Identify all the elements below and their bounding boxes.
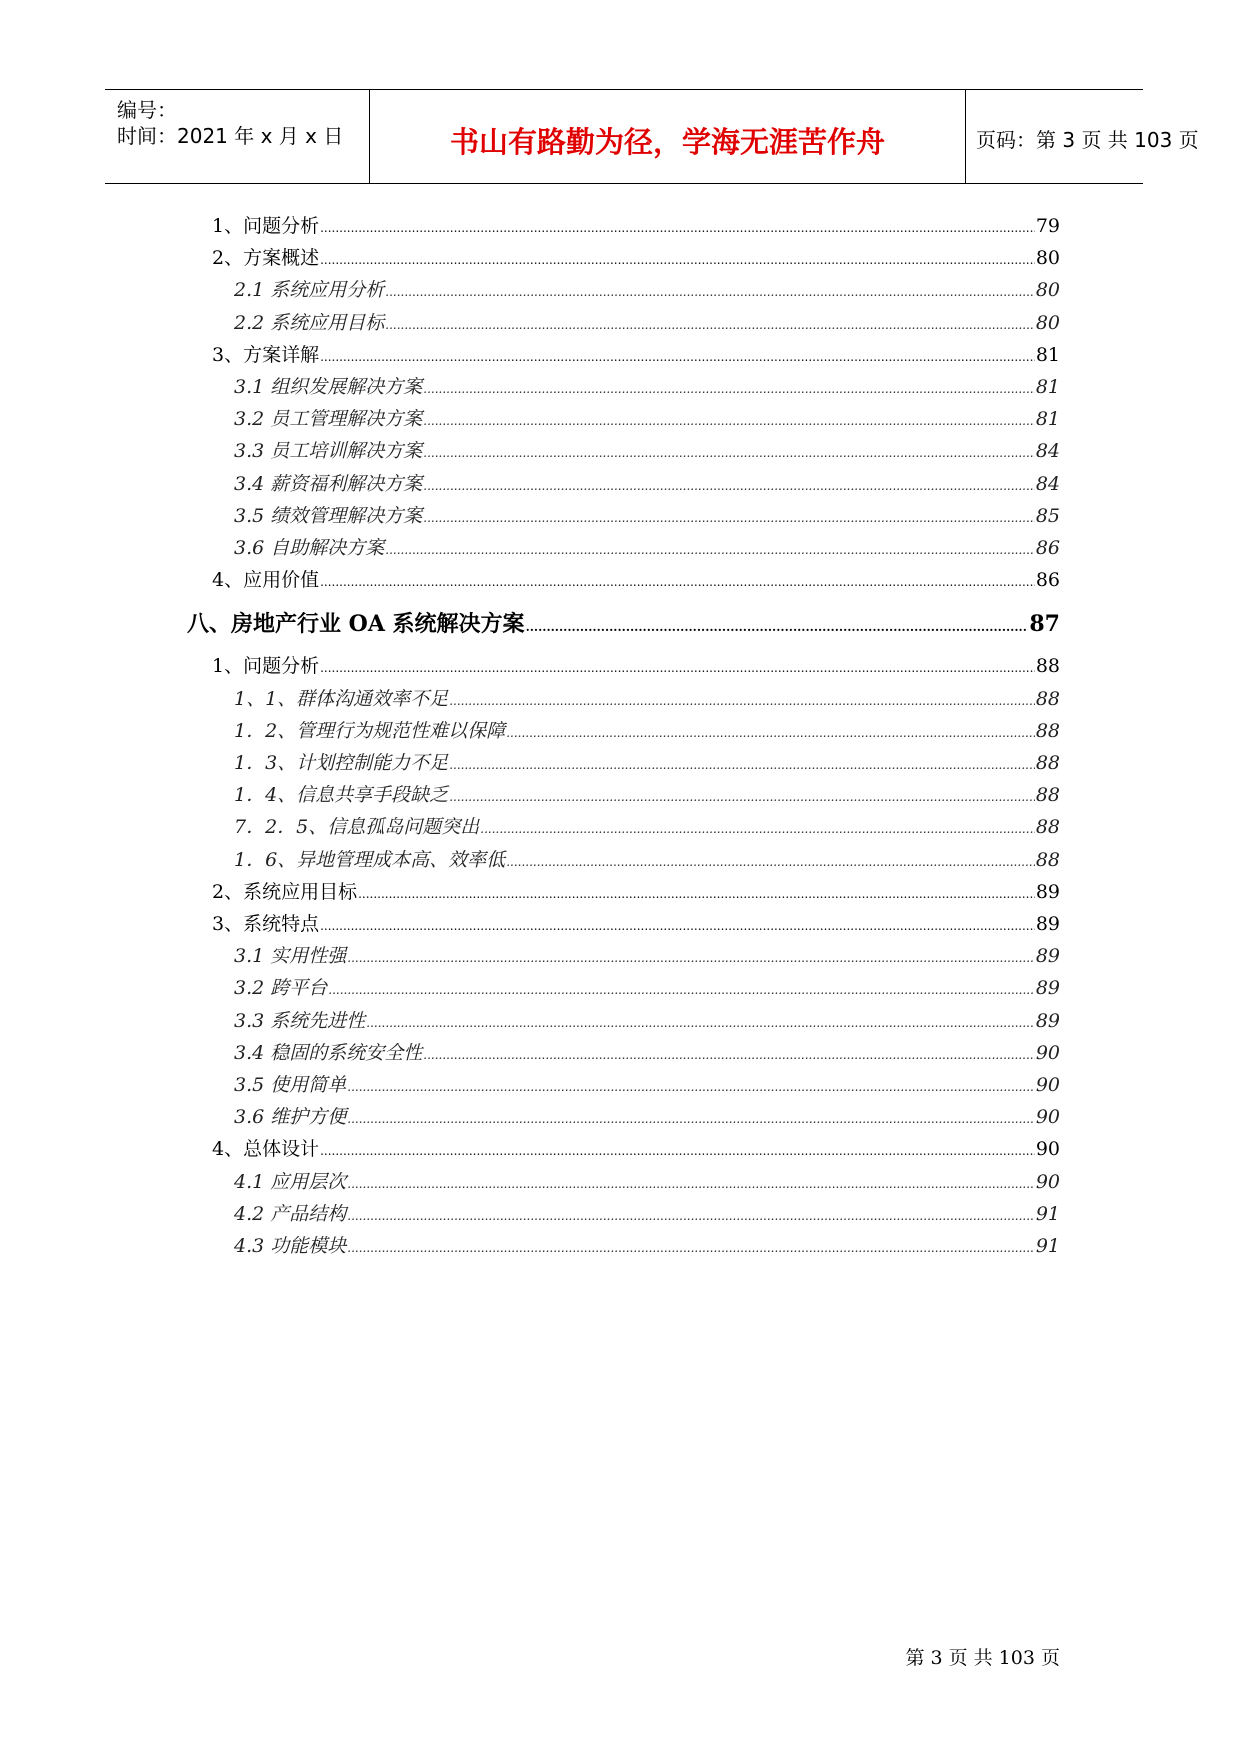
toc-leader-dots — [347, 1107, 1035, 1131]
toc-entry[interactable] — [234, 1105, 1060, 1131]
toc-entry-title: 3.4 稳固的系统安全性 — [234, 1041, 423, 1064]
toc-entry-title: 八、房地产行业 OA 系统解决方案 — [187, 611, 525, 638]
toc-entry-page: 90 — [1035, 1170, 1060, 1193]
toc-entry-title: 1．6、异地管理成本高、效率低 — [234, 848, 506, 871]
toc-entry[interactable] — [212, 654, 1060, 680]
toc-leader-dots — [385, 313, 1035, 337]
toc-entry-title: 3.6 自助解决方案 — [234, 537, 385, 559]
toc-entry[interactable] — [234, 472, 1060, 498]
toc-entry[interactable] — [212, 568, 1060, 594]
toc-leader-dots — [423, 474, 1035, 498]
toc-entry[interactable] — [212, 343, 1060, 369]
toc-entry-page: 80 — [1035, 311, 1060, 334]
toc-entry-title: 2.1 系统应用分析 — [234, 279, 385, 302]
toc-entry[interactable] — [212, 912, 1060, 938]
header-left-cell — [105, 90, 370, 183]
toc-entry[interactable] — [234, 1073, 1060, 1099]
toc-leader-dots — [506, 850, 1035, 874]
toc-entry-title: 1、问题分析 — [212, 215, 320, 237]
page-footer: 第 3 页 共 103 页 — [905, 1647, 1060, 1669]
toc-entry-title: 3.5 绩效管理解决方案 — [234, 504, 423, 527]
toc-entry-page: 88 — [1035, 752, 1060, 774]
toc-entry[interactable] — [234, 311, 1060, 337]
toc-leader-dots — [506, 721, 1035, 745]
toc-entry-page: 88 — [1035, 848, 1060, 871]
toc-entry-title: 3、方案详解 — [212, 343, 320, 366]
toc-entry-page: 88 — [1035, 784, 1060, 807]
toc-entry-page: 90 — [1035, 1074, 1060, 1096]
toc-entry[interactable] — [234, 1041, 1060, 1067]
toc-entry-title: 3.1 组织发展解决方案 — [234, 376, 423, 398]
toc-leader-dots — [347, 946, 1035, 970]
toc-entry-page: 89 — [1035, 945, 1060, 968]
toc-leader-dots — [320, 1139, 1035, 1163]
toc-entry[interactable] — [234, 815, 1060, 841]
toc-entry-page: 88 — [1035, 655, 1060, 678]
toc-entry[interactable] — [212, 246, 1060, 272]
toc-entry-page: 80 — [1035, 279, 1060, 302]
toc-entry-title: 3.3 员工培训解决方案 — [234, 440, 423, 463]
toc-entry[interactable] — [234, 439, 1060, 465]
toc-entry-title: 3.6 维护方便 — [234, 1106, 347, 1129]
toc-entry-title: 1、1、群体沟通效率不足 — [234, 687, 449, 710]
toc-leader-dots — [320, 345, 1035, 369]
toc-entry-page: 84 — [1035, 472, 1060, 495]
toc-entry[interactable] — [234, 1202, 1060, 1228]
toc-entry[interactable] — [234, 719, 1060, 745]
toc-leader-dots — [320, 656, 1035, 680]
toc-entry-title: 3.5 使用简单 — [234, 1074, 347, 1096]
toc-entry-page: 86 — [1035, 537, 1060, 559]
toc-entry[interactable] — [234, 976, 1060, 1002]
toc-entry-page: 81 — [1035, 376, 1060, 398]
header-page-info: 页码：第 3 页 共 103 页 — [976, 128, 1199, 152]
toc-entry[interactable] — [234, 536, 1060, 562]
toc-entry-page: 80 — [1035, 247, 1060, 270]
page-header — [105, 89, 1199, 184]
toc-entry-page: 81 — [1035, 343, 1060, 366]
header-motto-cell — [370, 90, 966, 183]
toc-leader-dots — [347, 1075, 1035, 1099]
toc-entry-page: 88 — [1035, 719, 1060, 742]
toc-entry-page: 86 — [1035, 569, 1060, 592]
toc-leader-dots — [385, 280, 1035, 304]
toc-entry-title: 3.2 跨平台 — [234, 977, 328, 1000]
toc-leader-dots — [347, 1172, 1035, 1196]
toc-leader-dots — [526, 615, 1029, 639]
toc-entry[interactable] — [234, 783, 1060, 809]
toc-entry-title: 3.4 薪资福利解决方案 — [234, 472, 423, 495]
motto-text: 书山有路勤为径，学海无涯苦作舟 — [449, 125, 885, 159]
toc-entry-page: 91 — [1035, 1202, 1060, 1225]
toc-leader-dots — [480, 817, 1035, 841]
toc-leader-dots — [320, 914, 1035, 938]
toc-entry[interactable] — [234, 687, 1060, 713]
toc-entry[interactable] — [234, 848, 1060, 874]
toc-leader-dots — [423, 377, 1035, 401]
toc-leader-dots — [320, 216, 1035, 240]
toc-entry-title: 4.1 应用层次 — [234, 1170, 347, 1193]
toc-leader-dots — [328, 978, 1035, 1002]
toc-entry[interactable] — [234, 504, 1060, 530]
toc-entry-title: 2、系统应用目标 — [212, 880, 358, 903]
toc-entry-title: 3.3 系统先进性 — [234, 1009, 366, 1032]
toc-entry[interactable] — [234, 375, 1060, 401]
toc-entry-page: 89 — [1035, 880, 1060, 903]
toc-entry-page: 90 — [1035, 1106, 1060, 1129]
toc-leader-dots — [449, 689, 1035, 713]
toc-leader-dots — [449, 785, 1035, 809]
toc-entry[interactable] — [234, 1170, 1060, 1196]
toc-entry[interactable] — [234, 751, 1060, 777]
toc-entry-title: 1．2、管理行为规范性难以保障 — [234, 719, 506, 742]
toc-entry-title: 2、方案概述 — [212, 247, 320, 270]
toc-leader-dots — [320, 248, 1035, 272]
toc-leader-dots — [366, 1011, 1035, 1035]
toc-entry[interactable] — [234, 1234, 1060, 1260]
toc-entry-page: 91 — [1035, 1235, 1060, 1257]
toc-leader-dots — [358, 882, 1035, 906]
toc-leader-dots — [449, 753, 1035, 777]
toc-entry-title: 4、总体设计 — [212, 1138, 320, 1161]
toc-entry-page: 90 — [1035, 1138, 1060, 1161]
toc-entry[interactable] — [234, 944, 1060, 970]
toc-entry[interactable] — [234, 1009, 1060, 1035]
toc-entry-title: 3.1 实用性强 — [234, 945, 347, 968]
toc-entry-title: 3.2 员工管理解决方案 — [234, 408, 423, 431]
toc-leader-dots — [423, 506, 1035, 530]
toc-entry[interactable] — [234, 278, 1060, 304]
toc-leader-dots — [423, 1043, 1035, 1067]
time-label: 时间：2021 年 x 月 x 日 — [117, 124, 344, 148]
toc-leader-dots — [423, 441, 1035, 465]
toc-entry[interactable] — [187, 612, 1060, 639]
toc-entry-page: 85 — [1035, 504, 1060, 527]
toc-entry-page: 89 — [1035, 913, 1060, 935]
toc-entry-page: 90 — [1035, 1041, 1060, 1064]
toc-entry-title: 4.3 功能模块 — [234, 1235, 347, 1257]
toc-entry[interactable] — [212, 214, 1060, 240]
toc-leader-dots — [385, 538, 1035, 562]
toc-entry-title: 2.2 系统应用目标 — [234, 311, 385, 334]
toc-entry[interactable] — [212, 1137, 1060, 1163]
toc-entry-page: 89 — [1035, 977, 1060, 1000]
toc-entry-page: 87 — [1029, 611, 1060, 638]
toc-entry-title: 7．2．5、信息孤岛问题突出 — [234, 816, 480, 839]
header-page-cell — [966, 90, 1199, 183]
toc-entry-page: 79 — [1035, 215, 1060, 237]
toc-entry-page: 84 — [1035, 440, 1060, 463]
toc-entry-page: 88 — [1035, 816, 1060, 839]
toc-entry-page: 89 — [1035, 1009, 1060, 1032]
number-label: 编号： — [117, 98, 177, 122]
toc-leader-dots — [347, 1236, 1035, 1260]
toc-entry-title: 1．4、信息共享手段缺乏 — [234, 784, 449, 807]
toc-entry-page: 81 — [1035, 408, 1060, 431]
toc-entry-page: 88 — [1035, 687, 1060, 710]
toc-entry-title: 3、系统特点 — [212, 913, 320, 935]
toc-entry-title: 4.2 产品结构 — [234, 1202, 347, 1225]
toc-leader-dots — [320, 570, 1035, 594]
toc-entry[interactable] — [234, 407, 1060, 433]
toc-leader-dots — [423, 409, 1035, 433]
toc-leader-dots — [347, 1204, 1035, 1228]
toc-entry-title: 1．3、计划控制能力不足 — [234, 752, 449, 774]
toc-entry-title: 1、问题分析 — [212, 655, 320, 678]
toc-entry-title: 4、应用价值 — [212, 569, 320, 592]
toc-entry[interactable] — [212, 880, 1060, 906]
